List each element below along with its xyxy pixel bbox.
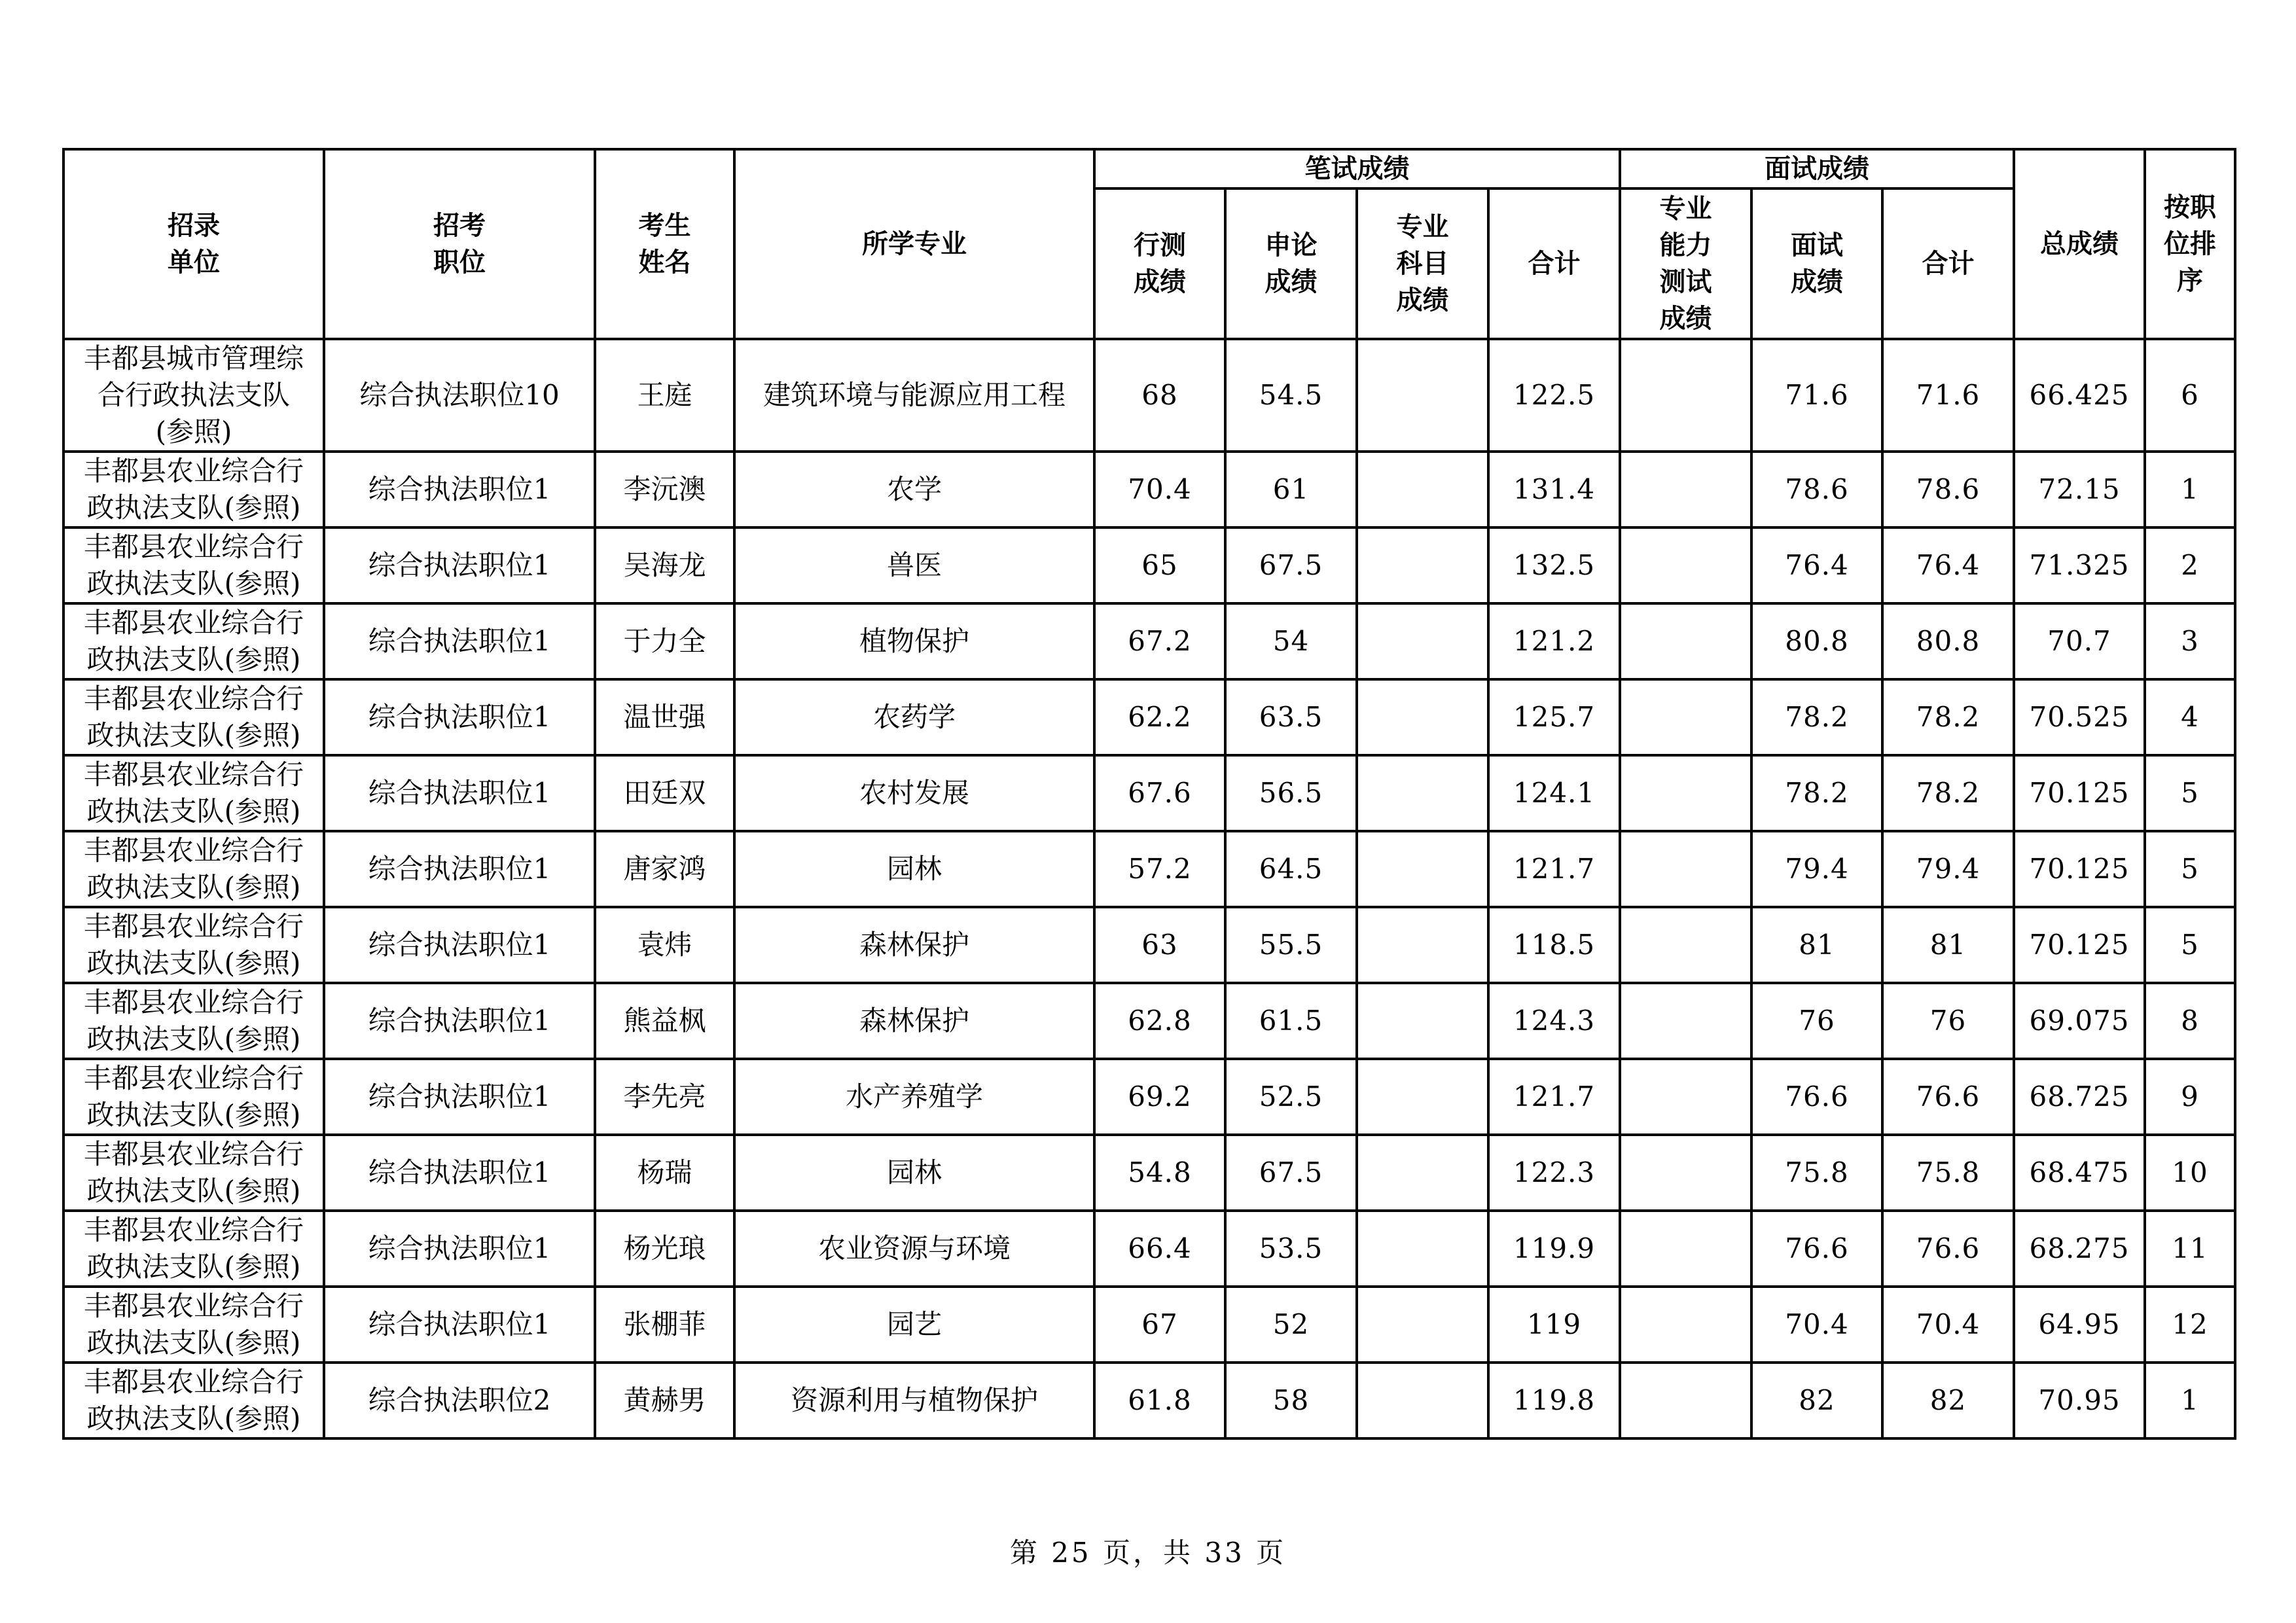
cell-xingce: 61.8 [1094, 1363, 1225, 1438]
table-row [63, 1287, 2235, 1363]
table-row [63, 755, 2235, 831]
page-footer: 第 25 页，共 33 页 [1009, 1537, 1287, 1569]
cell-interview: 78.6 [1751, 452, 1882, 527]
cell-interview-total: 80.8 [1882, 603, 2014, 679]
cell-unit: 丰都县农业综合行 政执法支队(参照) [63, 831, 324, 907]
table-row [63, 983, 2235, 1059]
cell-position: 综合执法职位1 [324, 1059, 595, 1135]
score-table-container [62, 148, 2234, 1440]
cell-ability [1620, 1363, 1751, 1438]
cell-total: 70.125 [2014, 907, 2145, 983]
cell-unit: 丰都县农业综合行 政执法支队(参照) [63, 603, 324, 679]
cell-total: 70.7 [2014, 603, 2145, 679]
cell-major: 兽医 [734, 527, 1094, 603]
cell-shenlun: 63.5 [1225, 679, 1357, 755]
cell-major: 森林保护 [734, 907, 1094, 983]
cell-rank: 6 [2145, 339, 2235, 452]
table-row [63, 527, 2235, 603]
header-major: 所学专业 [734, 149, 1094, 339]
header-rank: 按职 位排 序 [2145, 149, 2235, 339]
cell-written-total: 119.8 [1488, 1363, 1620, 1438]
cell-total: 69.075 [2014, 983, 2145, 1059]
cell-position: 综合执法职位1 [324, 603, 595, 679]
cell-position: 综合执法职位1 [324, 527, 595, 603]
cell-name: 温世强 [595, 679, 734, 755]
cell-ability [1620, 339, 1751, 452]
cell-name: 唐家鸿 [595, 831, 734, 907]
cell-name: 张棚菲 [595, 1287, 734, 1363]
cell-shenlun: 54 [1225, 603, 1357, 679]
header-interview-total: 合计 [1882, 188, 2014, 339]
cell-position: 综合执法职位1 [324, 755, 595, 831]
cell-total: 68.275 [2014, 1211, 2145, 1287]
cell-xingce: 70.4 [1094, 452, 1225, 527]
cell-interview: 70.4 [1751, 1287, 1882, 1363]
header-shenlun: 申论 成绩 [1225, 188, 1357, 339]
cell-rank: 5 [2145, 831, 2235, 907]
table-row [63, 831, 2235, 907]
cell-position: 综合执法职位1 [324, 679, 595, 755]
cell-written-total: 122.3 [1488, 1135, 1620, 1211]
header-interview-score: 面试 成绩 [1751, 188, 1882, 339]
cell-shenlun: 64.5 [1225, 831, 1357, 907]
cell-major: 资源利用与植物保护 [734, 1363, 1094, 1438]
table-row [63, 452, 2235, 527]
cell-zhuanye [1357, 1135, 1488, 1211]
cell-xingce: 69.2 [1094, 1059, 1225, 1135]
cell-unit: 丰都县农业综合行 政执法支队(参照) [63, 679, 324, 755]
cell-name: 杨瑞 [595, 1135, 734, 1211]
cell-rank: 5 [2145, 907, 2235, 983]
cell-name: 田廷双 [595, 755, 734, 831]
cell-major: 园林 [734, 831, 1094, 907]
cell-zhuanye [1357, 527, 1488, 603]
cell-interview: 80.8 [1751, 603, 1882, 679]
cell-total: 70.95 [2014, 1363, 2145, 1438]
header-zhuanye: 专业 科目 成绩 [1357, 188, 1488, 339]
cell-ability [1620, 831, 1751, 907]
cell-unit: 丰都县农业综合行 政执法支队(参照) [63, 527, 324, 603]
header-interview-group: 面试成绩 [1620, 149, 2014, 188]
cell-major: 农学 [734, 452, 1094, 527]
cell-interview: 78.2 [1751, 679, 1882, 755]
cell-xingce: 68 [1094, 339, 1225, 452]
cell-xingce: 54.8 [1094, 1135, 1225, 1211]
cell-zhuanye [1357, 339, 1488, 452]
cell-ability [1620, 907, 1751, 983]
cell-position: 综合执法职位1 [324, 1135, 595, 1211]
cell-zhuanye [1357, 452, 1488, 527]
cell-major: 建筑环境与能源应用工程 [734, 339, 1094, 452]
header-total: 总成绩 [2014, 149, 2145, 339]
cell-major: 农业资源与环境 [734, 1211, 1094, 1287]
cell-interview-total: 79.4 [1882, 831, 2014, 907]
cell-unit: 丰都县农业综合行 政执法支队(参照) [63, 755, 324, 831]
cell-xingce: 67 [1094, 1287, 1225, 1363]
cell-zhuanye [1357, 1287, 1488, 1363]
cell-xingce: 63 [1094, 907, 1225, 983]
cell-rank: 11 [2145, 1211, 2235, 1287]
cell-ability [1620, 679, 1751, 755]
cell-interview: 79.4 [1751, 831, 1882, 907]
cell-interview-total: 81 [1882, 907, 2014, 983]
cell-interview-total: 78.2 [1882, 679, 2014, 755]
cell-interview-total: 76 [1882, 983, 2014, 1059]
cell-written-total: 121.7 [1488, 831, 1620, 907]
cell-written-total: 119 [1488, 1287, 1620, 1363]
header-name: 考生 姓名 [595, 149, 734, 339]
cell-zhuanye [1357, 755, 1488, 831]
cell-interview-total: 70.4 [1882, 1287, 2014, 1363]
cell-interview-total: 76.4 [1882, 527, 2014, 603]
cell-unit: 丰都县农业综合行 政执法支队(参照) [63, 1211, 324, 1287]
cell-shenlun: 67.5 [1225, 527, 1357, 603]
cell-written-total: 122.5 [1488, 339, 1620, 452]
cell-shenlun: 61.5 [1225, 983, 1357, 1059]
cell-unit: 丰都县农业综合行 政执法支队(参照) [63, 1059, 324, 1135]
cell-ability [1620, 452, 1751, 527]
cell-major: 园林 [734, 1135, 1094, 1211]
table-row [63, 1363, 2235, 1438]
cell-zhuanye [1357, 1363, 1488, 1438]
cell-interview-total: 82 [1882, 1363, 2014, 1438]
cell-rank: 1 [2145, 452, 2235, 527]
cell-name: 李先亮 [595, 1059, 734, 1135]
cell-shenlun: 55.5 [1225, 907, 1357, 983]
cell-ability [1620, 1287, 1751, 1363]
cell-unit: 丰都县农业综合行 政执法支队(参照) [63, 1287, 324, 1363]
cell-position: 综合执法职位1 [324, 907, 595, 983]
cell-name: 李沅澳 [595, 452, 734, 527]
cell-rank: 10 [2145, 1135, 2235, 1211]
cell-interview: 76.4 [1751, 527, 1882, 603]
header-written-total: 合计 [1488, 188, 1620, 339]
cell-major: 森林保护 [734, 983, 1094, 1059]
cell-position: 综合执法职位2 [324, 1363, 595, 1438]
cell-interview-total: 78.2 [1882, 755, 2014, 831]
score-table [62, 148, 2236, 1440]
cell-rank: 12 [2145, 1287, 2235, 1363]
table-row [63, 339, 2235, 452]
cell-shenlun: 56.5 [1225, 755, 1357, 831]
cell-written-total: 118.5 [1488, 907, 1620, 983]
cell-name: 杨光琅 [595, 1211, 734, 1287]
table-row [63, 1211, 2235, 1287]
cell-position: 综合执法职位1 [324, 1287, 595, 1363]
cell-interview-total: 71.6 [1882, 339, 2014, 452]
cell-unit: 丰都县农业综合行 政执法支队(参照) [63, 452, 324, 527]
cell-total: 70.125 [2014, 831, 2145, 907]
table-row [63, 1059, 2235, 1135]
cell-shenlun: 61 [1225, 452, 1357, 527]
cell-rank: 2 [2145, 527, 2235, 603]
header-position: 招考 职位 [324, 149, 595, 339]
cell-shenlun: 52 [1225, 1287, 1357, 1363]
cell-major: 农药学 [734, 679, 1094, 755]
cell-xingce: 62.8 [1094, 983, 1225, 1059]
cell-total: 71.325 [2014, 527, 2145, 603]
table-header [63, 149, 2235, 339]
cell-written-total: 124.1 [1488, 755, 1620, 831]
cell-ability [1620, 755, 1751, 831]
cell-total: 64.95 [2014, 1287, 2145, 1363]
cell-xingce: 66.4 [1094, 1211, 1225, 1287]
cell-rank: 4 [2145, 679, 2235, 755]
cell-position: 综合执法职位1 [324, 452, 595, 527]
cell-interview: 76.6 [1751, 1059, 1882, 1135]
cell-unit: 丰都县农业综合行 政执法支队(参照) [63, 1135, 324, 1211]
cell-interview: 75.8 [1751, 1135, 1882, 1211]
cell-xingce: 65 [1094, 527, 1225, 603]
cell-ability [1620, 527, 1751, 603]
cell-position: 综合执法职位1 [324, 983, 595, 1059]
header-ability: 专业 能力 测试 成绩 [1620, 188, 1751, 339]
cell-rank: 5 [2145, 755, 2235, 831]
cell-interview: 76 [1751, 983, 1882, 1059]
header-unit: 招录 单位 [63, 149, 324, 339]
cell-ability [1620, 1135, 1751, 1211]
cell-total: 72.15 [2014, 452, 2145, 527]
cell-ability [1620, 1211, 1751, 1287]
cell-rank: 1 [2145, 1363, 2235, 1438]
cell-position: 综合执法职位1 [324, 1211, 595, 1287]
cell-interview: 76.6 [1751, 1211, 1882, 1287]
cell-zhuanye [1357, 1059, 1488, 1135]
cell-shenlun: 67.5 [1225, 1135, 1357, 1211]
cell-ability [1620, 983, 1751, 1059]
cell-major: 植物保护 [734, 603, 1094, 679]
cell-name: 于力全 [595, 603, 734, 679]
cell-name: 袁炜 [595, 907, 734, 983]
cell-name: 王庭 [595, 339, 734, 452]
cell-zhuanye [1357, 983, 1488, 1059]
cell-xingce: 57.2 [1094, 831, 1225, 907]
cell-zhuanye [1357, 603, 1488, 679]
cell-written-total: 125.7 [1488, 679, 1620, 755]
cell-zhuanye [1357, 907, 1488, 983]
table-row [63, 1135, 2235, 1211]
cell-written-total: 121.7 [1488, 1059, 1620, 1135]
cell-shenlun: 58 [1225, 1363, 1357, 1438]
cell-written-total: 131.4 [1488, 452, 1620, 527]
cell-shenlun: 53.5 [1225, 1211, 1357, 1287]
cell-interview-total: 78.6 [1882, 452, 2014, 527]
cell-interview-total: 76.6 [1882, 1211, 2014, 1287]
cell-unit: 丰都县农业综合行 政执法支队(参照) [63, 907, 324, 983]
cell-written-total: 132.5 [1488, 527, 1620, 603]
cell-total: 70.125 [2014, 755, 2145, 831]
cell-name: 黄赫男 [595, 1363, 734, 1438]
cell-zhuanye [1357, 679, 1488, 755]
cell-total: 68.725 [2014, 1059, 2145, 1135]
cell-interview: 81 [1751, 907, 1882, 983]
table-row [63, 603, 2235, 679]
cell-xingce: 67.2 [1094, 603, 1225, 679]
cell-total: 68.475 [2014, 1135, 2145, 1211]
cell-unit: 丰都县城市管理综 合行政执法支队 (参照) [63, 339, 324, 452]
cell-xingce: 67.6 [1094, 755, 1225, 831]
cell-interview: 71.6 [1751, 339, 1882, 452]
cell-interview: 82 [1751, 1363, 1882, 1438]
cell-interview-total: 75.8 [1882, 1135, 2014, 1211]
cell-written-total: 121.2 [1488, 603, 1620, 679]
cell-position: 综合执法职位10 [324, 339, 595, 452]
cell-name: 熊益枫 [595, 983, 734, 1059]
cell-shenlun: 52.5 [1225, 1059, 1357, 1135]
table-row [63, 679, 2235, 755]
header-xingce: 行测 成绩 [1094, 188, 1225, 339]
cell-major: 园艺 [734, 1287, 1094, 1363]
cell-zhuanye [1357, 1211, 1488, 1287]
cell-name: 吴海龙 [595, 527, 734, 603]
cell-unit: 丰都县农业综合行 政执法支队(参照) [63, 983, 324, 1059]
cell-major: 水产养殖学 [734, 1059, 1094, 1135]
cell-rank: 8 [2145, 983, 2235, 1059]
cell-total: 66.425 [2014, 339, 2145, 452]
table-row [63, 907, 2235, 983]
cell-written-total: 119.9 [1488, 1211, 1620, 1287]
cell-shenlun: 54.5 [1225, 339, 1357, 452]
cell-ability [1620, 1059, 1751, 1135]
cell-zhuanye [1357, 831, 1488, 907]
cell-rank: 9 [2145, 1059, 2235, 1135]
cell-rank: 3 [2145, 603, 2235, 679]
cell-ability [1620, 603, 1751, 679]
table-body [63, 339, 2235, 1438]
cell-major: 农村发展 [734, 755, 1094, 831]
cell-written-total: 124.3 [1488, 983, 1620, 1059]
cell-interview: 78.2 [1751, 755, 1882, 831]
header-written-group: 笔试成绩 [1094, 149, 1620, 188]
cell-position: 综合执法职位1 [324, 831, 595, 907]
cell-interview-total: 76.6 [1882, 1059, 2014, 1135]
cell-total: 70.525 [2014, 679, 2145, 755]
cell-unit: 丰都县农业综合行 政执法支队(参照) [63, 1363, 324, 1438]
cell-xingce: 62.2 [1094, 679, 1225, 755]
